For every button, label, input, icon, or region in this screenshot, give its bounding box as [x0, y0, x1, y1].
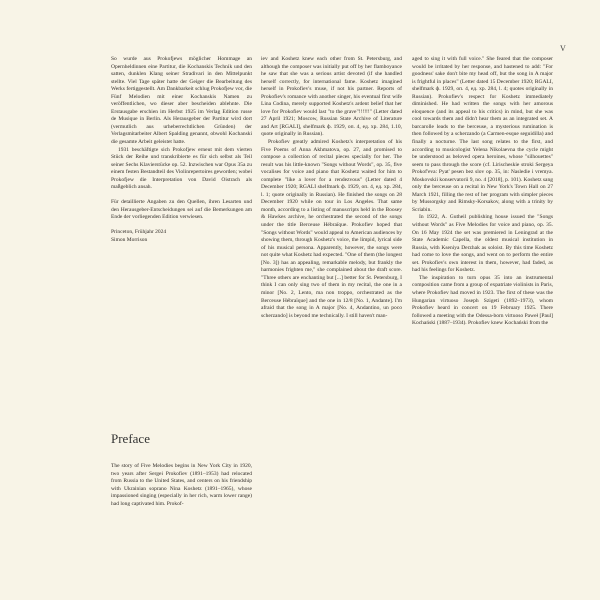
paragraph: iev and Koshetz knew each other from St. Petersburg, and although the composer was initially put off by her flamboyance he saw that she was a serious artist devoted (if she handled herself correctly, for international fame. Koshetz imagined herself in Prokofiev's muse, if not his partner. Reports of Prokofiev's romance with another singer, his eventual first wife Lina Codina, merely supported Koshetz's ardent belief that her love for Prokofiev would last "to the grave"!!!!!!" (Letter dated 27 April 1921; Moscow, Russian State Archive of Literature and Art [RGALI], shelfmark ф. 1929, оп. 4, ед. хр. 284, 1.10, quote originally in Russian). — [261, 56, 402, 138]
paragraph: In 1922, A. Gutheil publishing house issued the "Songs without Words" as Five Melodies for voice and piano, op. 35. On 16 May 1924 the set was premiered in Leningrad at the State Academic Capella, the oldest musical institution in Russia, with Kseniya Derzhak as soloist. By this time Koshetz had come to love the songs, and went on to perform the entire set. Prokofiev's own interest in them, however, had faded, as had his feelings for Koshetz. — [412, 214, 553, 274]
page-number: V — [560, 44, 566, 53]
preface-column-2 — [261, 56, 402, 320]
paragraph: aged to sing it with full voice." She feared that the composer would be irritated by her response, and hastened to add: "For goodness' sake don't bite my head off, but the song in A major is frightful in places" (Letter dated 15 December 1920; RGALI, shelfmark ф. 1929, оп. 4, ед. хр. 284, l. 4; quotes originally in Russian). Prokofiev's respect for Koshetz immediately diminished. He had written the songs with her amorous eloquence (and its appeal to his critics) in mind, but she was cool towards them and didn't hear them as an integrated set. A barcarolle leads to the berceuse, a mysterious rumination is then followed by a scherzando (a Carmen-esque seguidilla) and finally a nocturne. The last song relates to the first, and according to musicologist Yelena Nikolaevna the cycle might be understood as beloved opera heroines, whose "silhouettes" seem to pass through the score (cf. Lirischeskie stroki Sergeya Prokof'eva: Pyat' pesen bez slov op. 35, in: Nasledie i vremya. Moskovskii konservatorii 9, no. 4 [2018], p. 101). Koshetz sang only the berceuse on a recital in New York's Town Hall on 27 March 1921, filling the rest of her program with simpler pieces by Mussorgsky and Rimsky-Korsakov, along with a trinity by Scriabin. — [412, 56, 553, 213]
preface-column-3 — [412, 56, 553, 328]
paragraph: The story of Five Melodies begins in New York City in 1920, two years after Sergei Prokofiev (1891–1953) had relocated from Russia to the United States, and centers on his friendship with Ukrainian soprano Nina Koshetz (1891–1965), whose impassioned singing (especially in her rich, warm lower range) had long captivated him. Prokof- — [111, 463, 252, 507]
german-afterword-column — [111, 56, 252, 245]
paragraph: 1931 beschäftigte sich Prokofjew erneut mit dem vierten Stück der Reihe und transkribierte es für sich selbst als Teil seiner Sechs Klavierstücke op. 52. Inzwischen war Opus 35a zu einem festen Bestandteil des Violinrepertoires geworden; wobei Prokofjew die Interpretation von David Oistrach als maßgeblich ansah. — [111, 146, 252, 191]
paragraph: Für detaillierte Angaben zu den Quellen, ihren Lesarten und den Herausgeber-Entscheidungen sei auf die Bemerkungen am Ende der vorliegenden Edition verwiesen. — [111, 199, 252, 221]
paragraph: The inspiration to turn opus 35 into an instrumental composition came from a group of expatriate violinists in Paris, where Prokofiev had moved in 1923. The first of these was the Hungarian virtuoso Joseph Szigeti (1892–1973), whom Prokofiev heard in concert on 19 February 1925. There followed a meeting with the Odessa-born virtuoso Paweł [Paul] Kochański (1887–1934). Prokofiev knew Kochański from the — [412, 274, 553, 327]
preface-column-1 — [111, 463, 252, 508]
paragraph: Prokofiev greatly admired Koshetz's interpretation of his Five Poems of Anna Akhmatova, op. 27, and promised to compose a collection of recital pieces specially for her. The result was his little-known "Songs without Words", op. 35, five vocalises for voice and piano that Koshetz waited for him to complete "like a lover for a rendezvous" (Letter dated 4 December 1920; RGALI shelfmark ф. 1929, оп. 4, ед. хр. 284, l. 1; quote originally in Russian). He finished the songs on 28 December 1920 while on tour in Los Angeles. That same month, according to a listing of manuscripts held in the Boosey & Hawkes archive, he orchestrated the second of the songs under the title Berceuse Hébraïque. Prokofiev hoped that "Songs without Words" would appeal to American audiences by showing them, through Koshetz's voice, the limpid, lyrical side of his musical persona. Apparently, however, the songs were not quite what Koshetz had expected. "One of them (the longest [No. 3]) has an appealing, remarkable melody, but frankly the harmonies frighten me," she complained about the draft score. "Three others are enchanting but [...] better for St. Petersburg, I think I can only sing two of them in my recital, the one in a minor [No. 2, Lento, ma non troppo, orchestrated as the Berceuse Hébraïque] and the one in 12/8 [No. 1, Andante]. I'm afraid that the song in A major [No. 4, Andantino, un poco scherzando] is beyond me technically. I still haven't man- — [261, 139, 402, 319]
place-date: Princeton, Frühjahr 2024 — [111, 229, 167, 236]
preface-heading: Preface — [111, 430, 150, 446]
author-signature: Simon Morrison — [111, 237, 148, 244]
paragraph: So wurde aus Prokofjews möglicher Hommage an Opernheldinnen eine Partitur, die Kochanskis Technik und den satten, dunklen Klang seiner Stradivari in den Mittelpunkt stellte. Viel Tage später hatte der Geiger die Bearbeitung des Werks fertiggestellt. Am Dankbarkeit schlug Prokofjew vor, die Fünf Melodien mit einer Kochanskis Namen zu veröffentlichen, wo dieser aber bescheiden ablehnte. Die Erstausgabe erschien im Herbst 1925 im Verlag Edition russe de Musique in Berlin. Als Herausgeber der Partitur wird dort (vermutlich aus urheberrechtlichen Gründen) der Verlagsmitarbeiter Albert Spalding genannt, obwohl Kochanski die gesamte Arbeit geleistet hatte. — [111, 56, 252, 146]
